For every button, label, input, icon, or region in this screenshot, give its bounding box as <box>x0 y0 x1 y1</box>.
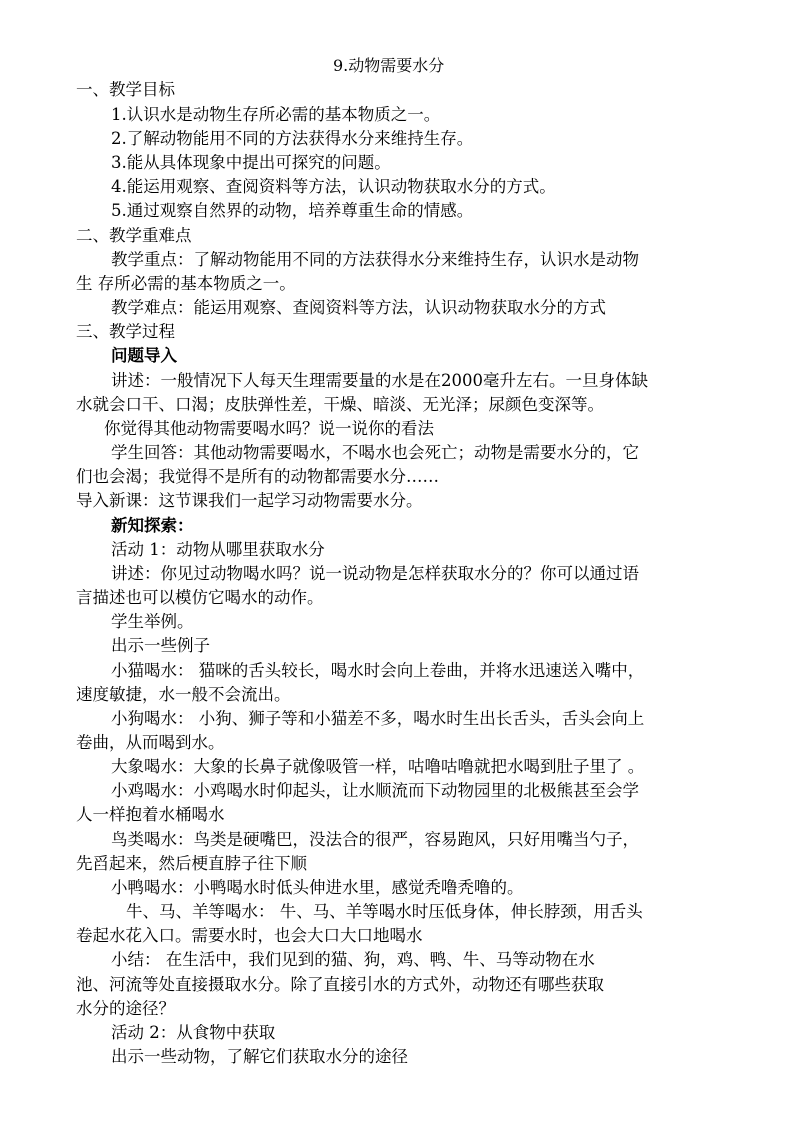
chick-drinking-line-1: 小鸡喝水：小鸡喝水时仰起头，让水顺流而下动物园里的北极熊甚至会学 <box>111 781 639 800</box>
document-title: 9.动物需要水分 <box>333 56 445 75</box>
key-point-line-2: 生 存所必需的基本物质之一。 <box>76 274 296 293</box>
answer-1-line-2: 们也会渴；我觉得不是所有的动物都需要水分…… <box>76 467 439 486</box>
bird-drinking-line-1: 鸟类喝水：鸟类是硬嘴巴，没法合的很严，容易跑风，只好用嘴当勺子， <box>111 830 639 849</box>
intro-heading: 问题导入 <box>111 346 177 365</box>
cat-drinking-line-2: 速度敏捷，水一般不会流出。 <box>76 685 291 704</box>
cat-drinking-line-1: 小猫喝水： 猫咪的舌头较长，喝水时会向上卷曲，并将水迅速送入嘴中， <box>111 661 645 680</box>
lecture-1-line-2: 水就会口干、口渴；皮肤弹性差，干燥、暗淡、无光泽；尿颜色变深等。 <box>76 395 604 414</box>
elephant-drinking-line: 大象喝水：大象的长鼻子就像吸管一样，咕噜咕噜就把水喝到肚子里了 。 <box>111 757 645 776</box>
activity-1-heading: 活动 1：动物从哪里获取水分 <box>111 540 325 559</box>
lecture-2-line-2: 言描述也可以模仿它喝水的动作。 <box>76 588 324 607</box>
goal-item-3: 3.能从具体现象中提出可探究的问题。 <box>111 153 391 172</box>
chick-drinking-line-2: 人一样抱着水桶喝水 <box>76 805 225 824</box>
new-lesson-line: 导入新课：这节课我们一起学习动物需要水分。 <box>76 491 423 510</box>
section-heading-key-points: 二、教学重难点 <box>76 226 192 245</box>
goal-item-2: 2.了解动物能用不同的方法获得水分来维持生存。 <box>111 129 474 148</box>
difficulty-line: 教学难点：能运用观察、查阅资料等方法，认识动物获取水分的方式 <box>111 298 606 317</box>
activity-2-heading: 活动 2：从食物中获取 <box>111 1023 276 1042</box>
goal-item-5: 5.通过观察自然界的动物，培养尊重生命的情感。 <box>111 201 474 220</box>
lecture-2-line-1: 讲述：你见过动物喝水吗？说一说动物是怎样获取水分的？你可以通过语 <box>111 564 639 583</box>
bird-drinking-line-2: 先舀起来，然后梗直脖子往下顺 <box>76 854 307 873</box>
goal-item-4: 4.能运用观察、查阅资料等方法，认识动物获取水分的方式。 <box>111 177 556 196</box>
lecture-1-line-1: 讲述：一般情况下人每天生理需要量的水是在2000毫升左右。一旦身体缺 <box>111 371 648 390</box>
key-point-line-1: 教学重点：了解动物能用不同的方法获得水分来维持生存，认识水是动物 <box>111 250 639 269</box>
answer-1-line-1: 学生回答：其他动物需要喝水，不喝水也会死亡；动物是需要水分的，它 <box>111 443 639 462</box>
summary-line-1: 小结： 在生活中，我们见到的猫、狗，鸡、鸭、牛、马等动物在水 <box>111 950 595 969</box>
summary-line-2: 池、河流等处直接摄取水分。除了直接引水的方式外，动物还有哪些获取 <box>76 975 604 994</box>
show-animals-line: 出示一些动物，了解它们获取水分的途径 <box>111 1047 408 1066</box>
explore-heading: 新知探索： <box>111 516 194 535</box>
show-examples-line: 出示一些例子 <box>111 636 210 655</box>
cattle-drinking-line-2: 卷起水花入口。需要水时，也会大口大口地喝水 <box>76 926 423 945</box>
duck-drinking-line: 小鸭喝水：小鸭喝水时低头伸进水里，感觉秃噜秃噜的。 <box>111 878 524 897</box>
students-examples-line: 学生举例。 <box>111 612 194 631</box>
goal-item-1: 1.认识水是动物生存所必需的基本物质之一。 <box>111 105 441 124</box>
section-heading-goals: 一、教学目标 <box>76 80 175 99</box>
section-heading-process: 三、教学过程 <box>76 322 175 341</box>
question-1: 你觉得其他动物需要喝水吗？说一说你的看法 <box>104 419 434 438</box>
cattle-drinking-line-1: 牛、马、羊等喝水： 牛、马、羊等喝水时压低身体，伸长脖颈，用舌头 <box>126 902 643 921</box>
summary-line-3: 水分的途径？ <box>76 999 175 1018</box>
dog-drinking-line-2: 卷曲，从而喝到水。 <box>76 733 225 752</box>
dog-drinking-line-1: 小狗喝水： 小狗、狮子等和小猫差不多，喝水时生出长舌头，舌头会向上 <box>111 709 645 728</box>
